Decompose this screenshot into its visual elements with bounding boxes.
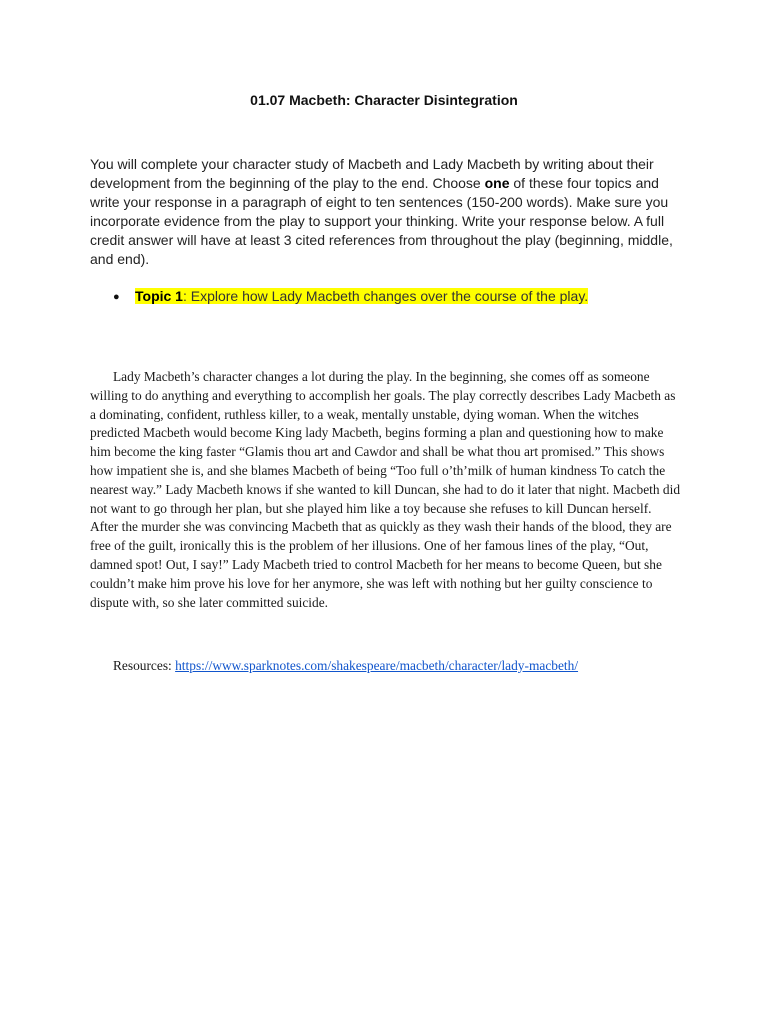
instructions-bold-word: one bbox=[484, 175, 510, 191]
topic-list-item bbox=[113, 287, 588, 306]
topic-highlight bbox=[135, 288, 588, 304]
topic-label: Topic 1 bbox=[135, 288, 183, 304]
topic-text: : Explore how Lady Macbeth changes over the course of the play. bbox=[182, 288, 589, 304]
resources-label: Resources: bbox=[113, 658, 176, 673]
bullet-icon: ● bbox=[113, 291, 120, 303]
resources-link[interactable]: https://www.sparknotes.com/shakespeare/macbeth/character/lady-macbeth/ bbox=[175, 658, 579, 673]
resources-line bbox=[113, 657, 578, 675]
page-title: 01.07 Macbeth: Character Disintegration bbox=[250, 92, 518, 108]
essay-response: Lady Macbeth’s character changes a lot during the play. In the beginning, she comes off as someone willing to do anything and everything to accomplish her goals. The play correctly describes Lady Macbeth as a dominating, confident, ruthless killer, to a weak, mentally unstable, dying woman. When the witches predicted Macbeth would become King lady Macbeth, begins forming a plan and questioning how to make him become the king faster “Glamis thou art and Cawdor and shall be what thou art promised.” This shows how impatient she is, and she blames Macbeth of being “Too full o’th’milk of human kindness To catch the nearest way.” Lady Macbeth knows if she wanted to kill Duncan, she had to do it later that night. Macbeth did not want to go through her plan, but she played him like a toy because she refuses to kill Duncan herself. After the murder she was convincing Macbeth that as quickly as they wash their hands of the blood, they are free of the guilt, ironically this is the problem of her illusions. One of her famous lines of the play, “Out, damned spot! Out, I say!” Lady Macbeth tried to control Macbeth for her means to become Queen, but she couldn’t make him prove his love for her anymore, she was left with nothing but her guilty conscience to dispute with, so she later committed suicide. bbox=[90, 369, 681, 610]
instructions-text-part2: of these four topics and write your response in a paragraph of eight to ten sentences (150-200 words). Make sure you incorporate evidence from the play to support your thinking. Write your response below. A full credit answer will have at least 3 cited references from throughout the play (beginning, middle, and end). bbox=[90, 175, 673, 267]
instructions-paragraph bbox=[90, 155, 680, 269]
instructions-text-part1: You will complete your character study of Macbeth and Lady Macbeth by writing about their development from the beginning of the play to the end. Choose bbox=[90, 156, 654, 191]
